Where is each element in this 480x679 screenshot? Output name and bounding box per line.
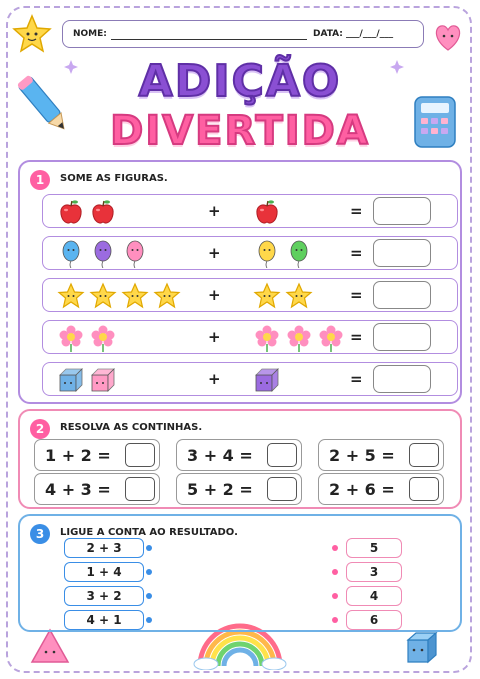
star-icon — [253, 282, 281, 314]
cube-icon — [89, 366, 117, 398]
section-title: LIGUE A CONTA AO RESULTADO. — [60, 527, 238, 538]
balloon-icon — [57, 240, 85, 272]
triangle-face-icon — [30, 628, 70, 666]
equals-sign: = — [350, 244, 363, 262]
sum-text: 1 + 2 = — [45, 446, 111, 465]
figure-sum-row — [42, 278, 458, 312]
name-field[interactable] — [111, 39, 307, 40]
answer-box[interactable] — [125, 443, 155, 467]
answer-box[interactable] — [409, 477, 439, 501]
section-number: 1 — [30, 170, 50, 190]
flower-icon — [89, 324, 117, 356]
balloon-icon — [285, 240, 313, 272]
plus-sign: + — [208, 328, 221, 346]
figure-sum-row — [42, 320, 458, 354]
star-face-icon — [12, 14, 52, 54]
answer-box[interactable] — [409, 443, 439, 467]
sum-text: 5 + 2 = — [187, 480, 253, 499]
connector-dot[interactable] — [332, 593, 338, 599]
operation-box[interactable]: 1 + 4 — [64, 562, 144, 582]
operation-box[interactable]: 2 + 3 — [64, 538, 144, 558]
answer-box[interactable] — [125, 477, 155, 501]
section-title: SOME AS FIGURAS. — [60, 173, 168, 184]
connector-dot[interactable] — [332, 545, 338, 551]
equals-sign: = — [350, 286, 363, 304]
star-icon — [121, 282, 149, 314]
figure-sum-row — [42, 362, 458, 396]
figure-sum-row — [42, 194, 458, 228]
result-box[interactable]: 3 — [346, 562, 402, 582]
answer-box[interactable] — [267, 443, 297, 467]
section-number: 3 — [30, 524, 50, 544]
result-box[interactable]: 5 — [346, 538, 402, 558]
sum-problem — [176, 473, 302, 505]
result-box[interactable]: 4 — [346, 586, 402, 606]
sum-text: 3 + 4 = — [187, 446, 253, 465]
balloon-icon — [253, 240, 281, 272]
sum-problem — [318, 439, 444, 471]
section-match-results — [18, 514, 462, 632]
apple-icon — [253, 198, 281, 230]
answer-box[interactable] — [267, 477, 297, 501]
plus-sign: + — [208, 370, 221, 388]
connector-dot[interactable] — [332, 617, 338, 623]
connector-dot[interactable] — [332, 569, 338, 575]
sum-problem — [176, 439, 302, 471]
flower-icon — [253, 324, 281, 356]
cube-face-icon — [402, 628, 442, 668]
heart-face-icon — [432, 22, 464, 52]
section-solve-sums — [18, 409, 462, 509]
operation-box[interactable]: 3 + 2 — [64, 586, 144, 606]
balloon-icon — [121, 240, 149, 272]
section-sum-figures — [18, 160, 462, 404]
figure-sum-row — [42, 236, 458, 270]
connector-dot[interactable] — [146, 569, 152, 575]
plus-sign: + — [208, 202, 221, 220]
apple-icon — [89, 198, 117, 230]
answer-box[interactable] — [373, 197, 431, 225]
equals-sign: = — [350, 328, 363, 346]
star-icon — [153, 282, 181, 314]
section-number: 2 — [30, 419, 50, 439]
sum-text: 4 + 3 = — [45, 480, 111, 499]
sum-text: 2 + 5 = — [329, 446, 395, 465]
sum-problem — [34, 439, 160, 471]
name-label: NOME: — [73, 29, 107, 39]
sum-problem — [318, 473, 444, 505]
connector-dot[interactable] — [146, 617, 152, 623]
result-box[interactable]: 6 — [346, 610, 402, 630]
apple-icon — [57, 198, 85, 230]
answer-box[interactable] — [373, 365, 431, 393]
answer-box[interactable] — [373, 239, 431, 267]
balloon-icon — [89, 240, 117, 272]
date-field[interactable]: DATA: ___/___/___ — [313, 29, 394, 39]
equals-sign: = — [350, 202, 363, 220]
plus-sign: + — [208, 244, 221, 262]
flower-icon — [57, 324, 85, 356]
cube-icon — [57, 366, 85, 398]
sum-text: 2 + 6 = — [329, 480, 395, 499]
flower-icon — [317, 324, 345, 356]
title-line-2: DIVERTIDA — [110, 108, 370, 154]
connector-dot[interactable] — [146, 593, 152, 599]
star-icon — [285, 282, 313, 314]
star-icon — [57, 282, 85, 314]
name-date-bar — [62, 20, 424, 48]
sum-problem — [34, 473, 160, 505]
answer-box[interactable] — [373, 323, 431, 351]
flower-icon — [285, 324, 313, 356]
star-icon — [89, 282, 117, 314]
equals-sign: = — [350, 370, 363, 388]
title-line-1: ADIÇÃO — [138, 56, 342, 107]
operation-box[interactable]: 4 + 1 — [64, 610, 144, 630]
cube-icon — [253, 366, 281, 398]
answer-box[interactable] — [373, 281, 431, 309]
connector-dot[interactable] — [146, 545, 152, 551]
section-title: RESOLVA AS CONTINHAS. — [60, 422, 203, 433]
plus-sign: + — [208, 286, 221, 304]
